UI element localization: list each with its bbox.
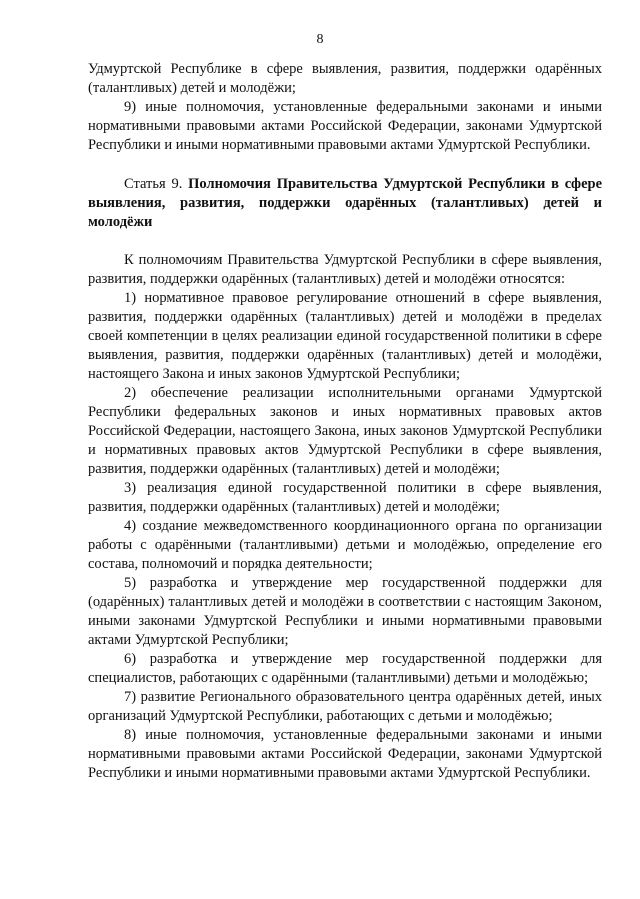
list-item-8: 8) иные полномочия, установленные федеральными законами и иными нормативными правовыми актами Российской Федерации, законами Удмуртской Республики и иными нормативными правовыми актами Удмуртской Республики.	[88, 727, 602, 781]
list-item-1: 1) нормативное правовое регулирование отношений в сфере выявления, развития, поддержки одарённых (талантливых) детей и молодёжи в пределах своей компетенции в целях реализации единой государственной политики в сфере выявления, развития, поддержки одарённых (талантливых) детей и молодёжи, настоящего Закона и иных законов Удмуртской Республики;	[88, 290, 602, 382]
list-item-3: 3) реализация единой государственной политики в сфере выявления, развития, поддержки одарённых (талантливых) детей и молодёжи;	[88, 480, 602, 515]
article-heading	[88, 175, 602, 232]
list-item-5: 5) разработка и утверждение мер государственной поддержки для (одарённых) талантливых детей и молодёжи в соответствии с настоящим Законом, иными законами Удмуртской Республики и иными нормативными правовыми актами Удмуртской Республики;	[88, 575, 602, 648]
list-item-6: 6) разработка и утверждение мер государственной поддержки для специалистов, работающих с одарёнными (талантливыми) детьми и молодёжью;	[88, 651, 602, 686]
article-title: Полномочия Правительства Удмуртской Республики в сфере выявления, развития, поддержки одарённых (талантливых) детей и молодёжи	[88, 176, 602, 230]
list-item-7: 7) развитие Регионального образовательного центра одарённых детей, иных организаций Удмуртской Республики, работающих с детьми и молодёжью;	[88, 689, 602, 724]
continuation-paragraph: Удмуртской Республике в сфере выявления, развития, поддержки одарённых (талантливых) детей и молодёжи;	[88, 61, 602, 96]
previous-article-item-9: 9) иные полномочия, установленные федеральными законами и иными нормативными правовыми актами Российской Федерации, законами Удмуртской Республики и иными нормативными правовыми актами Удмуртской Республики.	[88, 99, 602, 153]
list-item-2: 2) обеспечение реализации исполнительными органами Удмуртской Республики федеральных законов и иных нормативных правовых актов Российской Федерации, настоящего Закона, иных законов Удмуртской Республики и нормативных правовых актов Удмуртской Республики в сфере выявления, развития, поддержки одарённых (талантливых) детей и молодёжи;	[88, 385, 602, 477]
page-number: 8	[316, 32, 324, 47]
document-body	[88, 60, 602, 783]
list-item-4: 4) создание межведомственного координационного органа по организации работы с одарёнными (талантливыми) детьми и молодёжью, определение его состава, полномочий и порядка деятельности;	[88, 518, 602, 572]
article-intro: К полномочиям Правительства Удмуртской Республики в сфере выявления, развития, поддержки одарённых (талантливых) детей и молодёжи относятся:	[88, 252, 602, 287]
article-label: Статья 9.	[124, 176, 183, 192]
